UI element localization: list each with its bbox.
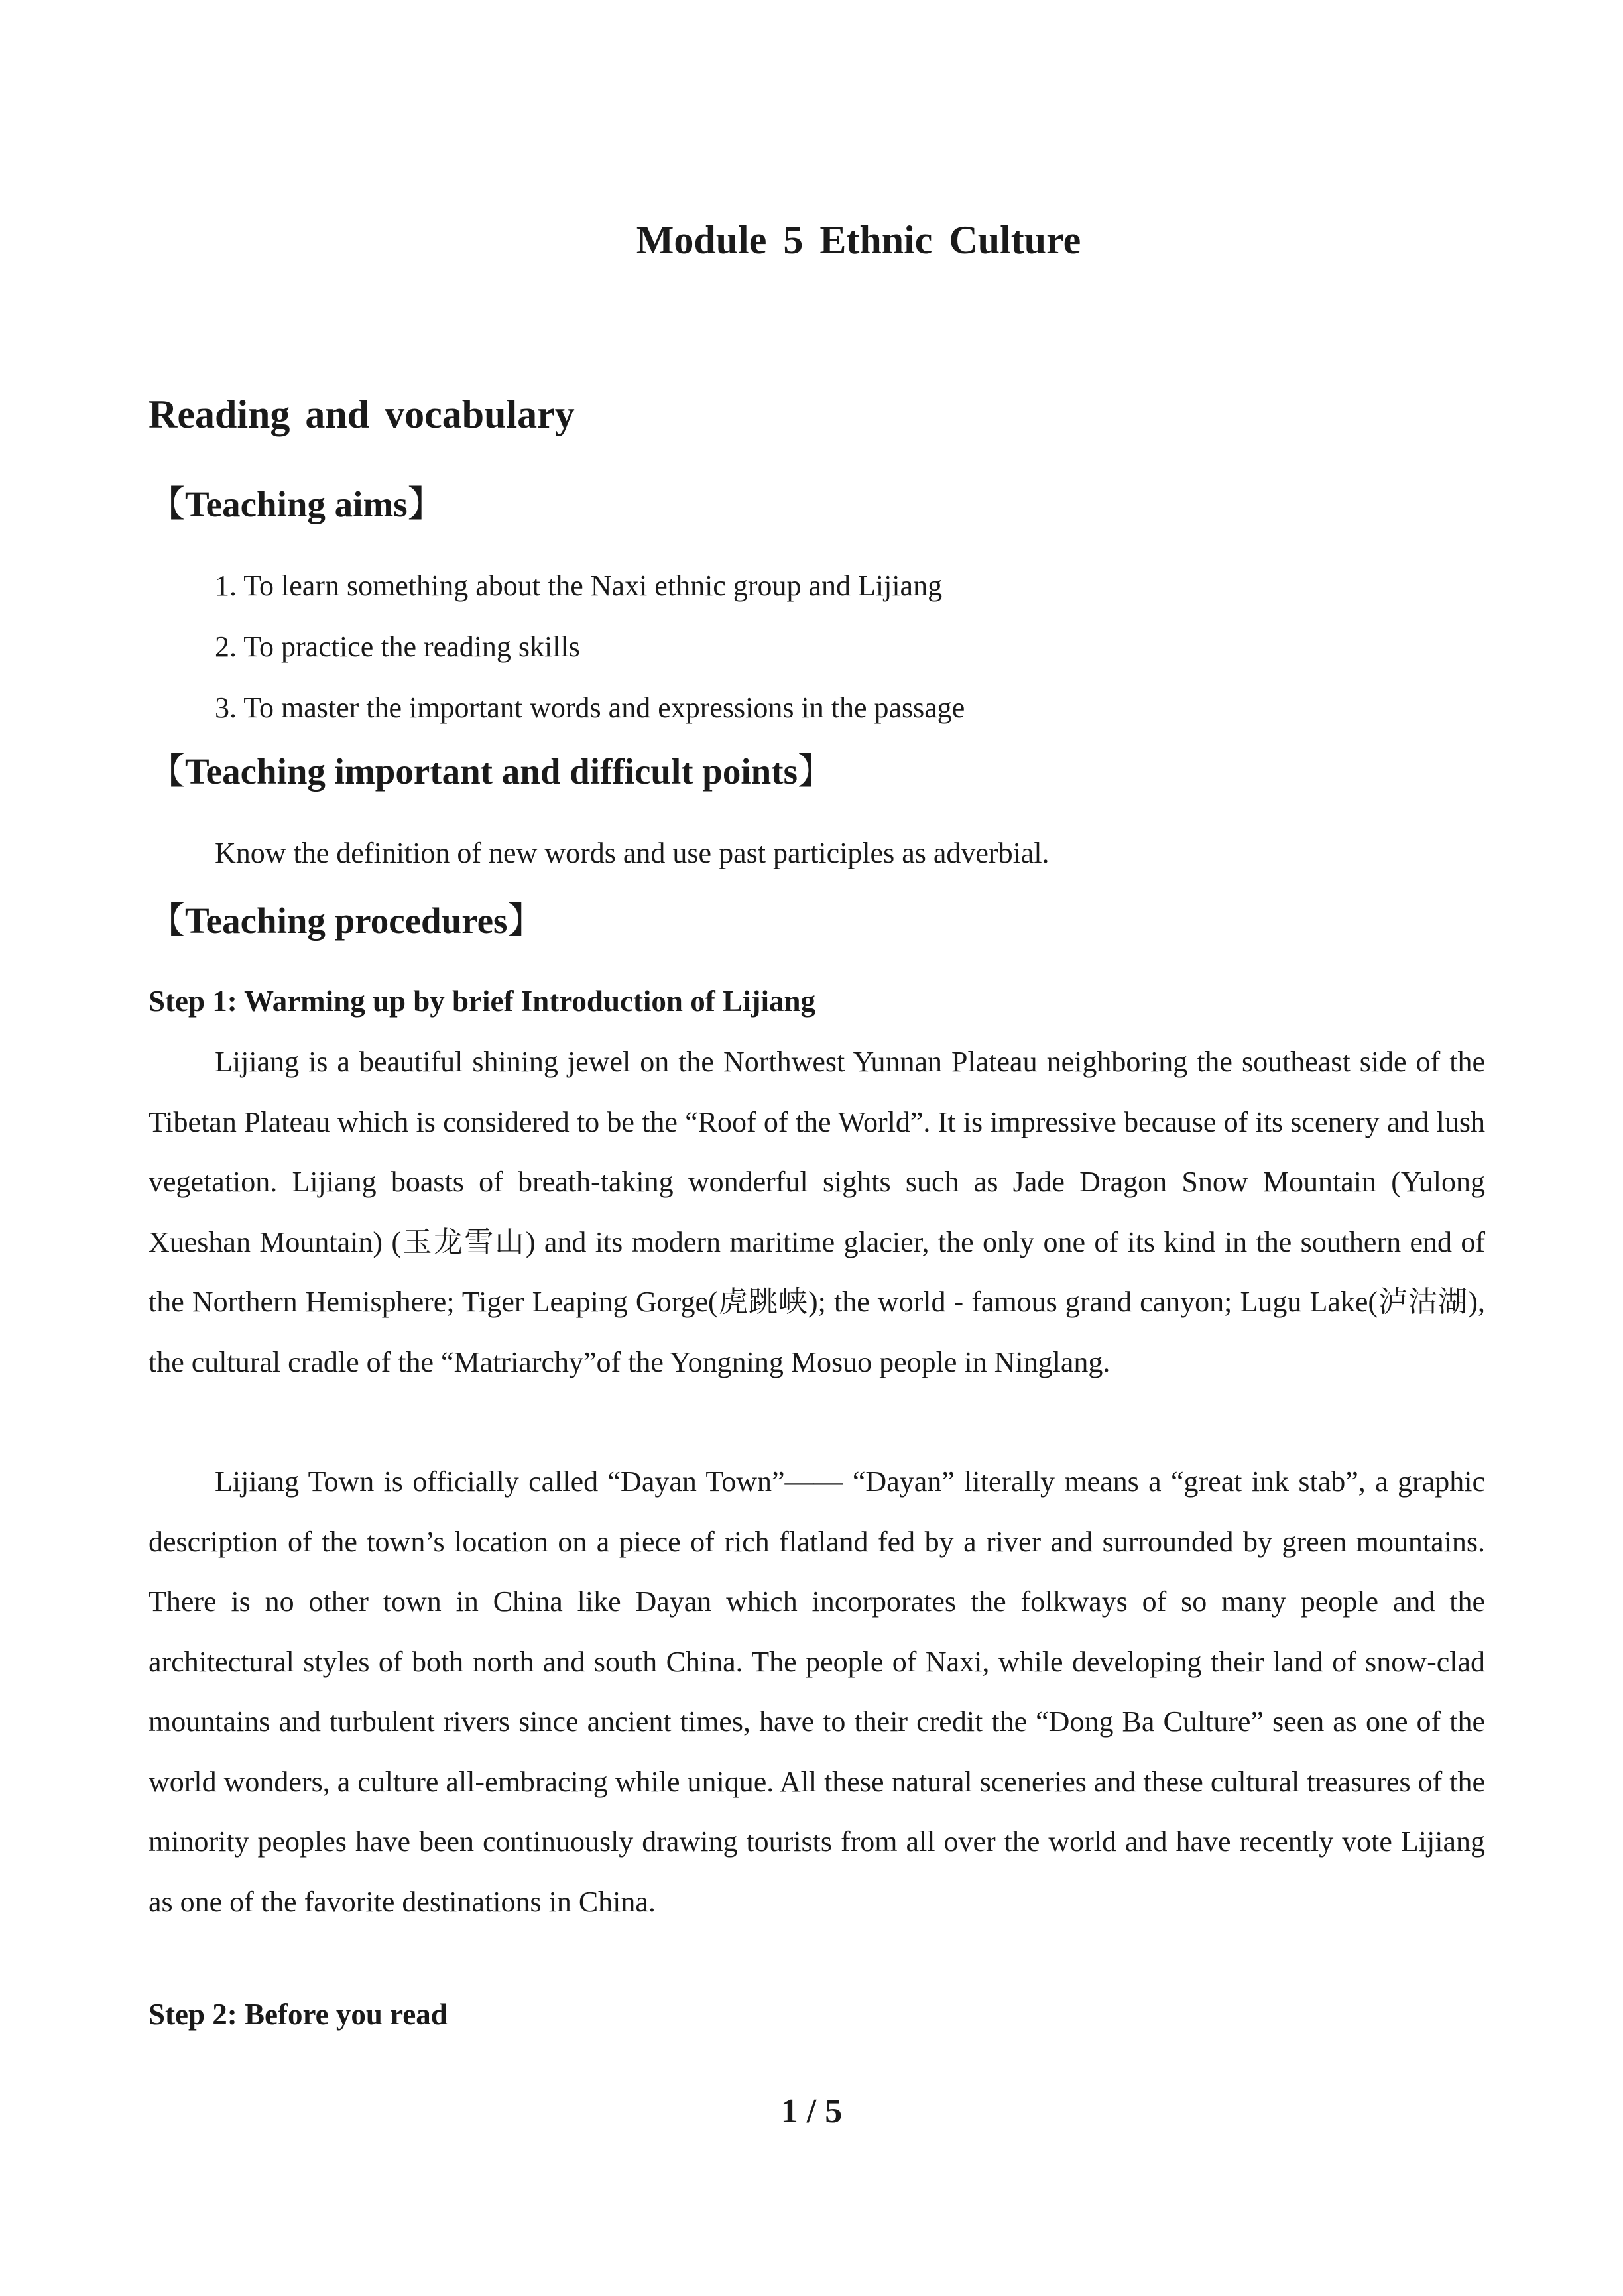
document-title: Module 5 Ethnic Culture [636, 218, 1081, 262]
procedures-heading: 【Teaching procedures】 [149, 899, 544, 941]
aim-item-2: 2. To practice the reading skills [215, 631, 580, 663]
lijiang-intro-paragraph: Lijiang is a beautiful shining jewel on the Northwest Yunnan Plateau neighboring the southeast side of the Tibetan Plateau which is considered to be the “Roof of the World”. It is impressive because of its scenery and lush vegetation. Lijiang boasts of breath-taking wonderful sights such as Jade Dragon Snow Mountain (Yulong Xueshan Mountain) (玉龙雪山) and its modern maritime glacier, the only one of its kind in the southern end of the Northern Hemisphere; Tiger Leaping Gorge(虎跳峡); the world - famous grand canyon; Lugu Lake(泸沽湖), the cultural cradle of the “Matriarchy”of the Yongning Mosuo people in Ninglang. [149, 1046, 1485, 1378]
page-number: 1 / 5 [780, 2092, 843, 2130]
important-points-heading: 【Teaching important and difficult points】 [149, 750, 834, 792]
aim-item-3: 3. To master the important words and expressions in the passage [215, 692, 965, 724]
teaching-aims-heading: 【Teaching aims】 [149, 483, 444, 525]
aim-item-1: 1. To learn something about the Naxi ethnic group and Lijiang [215, 570, 943, 602]
important-points-text: Know the definition of new words and use past participles as adverbial. [215, 837, 1050, 869]
step1-heading: Step 1: Warming up by brief Introduction of Lijiang [149, 985, 815, 1018]
step2-heading: Step 2: Before you read [149, 1998, 448, 2031]
dayan-town-paragraph: Lijiang Town is officially called “Dayan Town”—— “Dayan” literally means a “great ink stab”, a graphic description of the town’s location on a piece of rich flatland fed by a river and surrounded by green mountains. There is no other town in China like Dayan which incorporates the folkways of so many people and the architectural styles of both north and south China. The people of Naxi, while developing their land of snow-clad mountains and turbulent rivers since ancient times, have to their credit the “Dong Ba Culture” seen as one of the world wonders, a culture all-embracing while unique. All these natural sceneries and these cultural treasures of the minority peoples have been continuously drawing tourists from all over the world and have recently vote Lijiang as one of the favorite destinations in China. [149, 1465, 1485, 1918]
section-title: Reading and vocabulary [149, 393, 575, 436]
